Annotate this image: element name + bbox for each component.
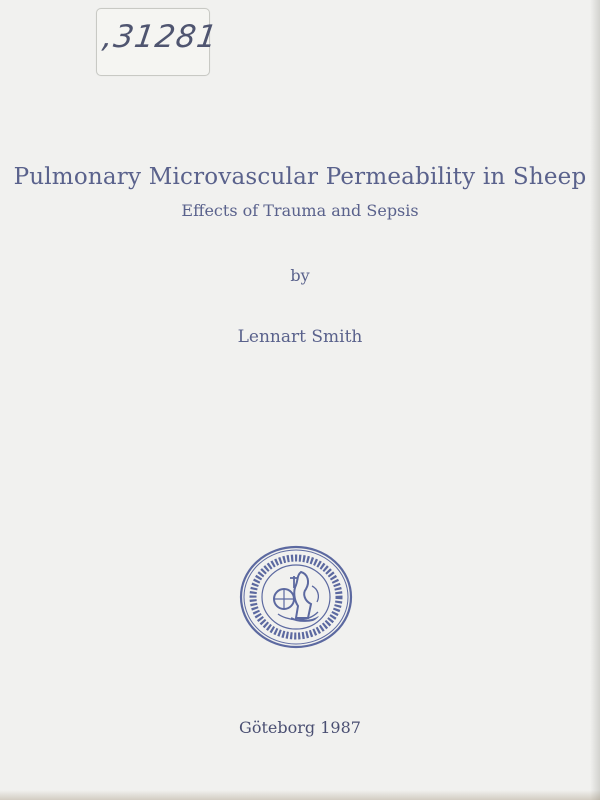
catalog-number: ,31281 bbox=[100, 19, 221, 55]
byline-by: by bbox=[290, 266, 310, 285]
right-page-edge-shadow bbox=[590, 0, 600, 800]
document-title: Pulmonary Microvascular Permeability in Sheep bbox=[13, 164, 587, 190]
publication-place-year: Göteborg 1987 bbox=[239, 718, 361, 737]
bottom-page-edge-shadow bbox=[0, 790, 600, 800]
document-subtitle: Effects of Trauma and Sepsis bbox=[181, 201, 419, 220]
author-name: Lennart Smith bbox=[237, 327, 363, 347]
catalog-label bbox=[96, 8, 221, 76]
university-seal-icon bbox=[238, 544, 354, 650]
